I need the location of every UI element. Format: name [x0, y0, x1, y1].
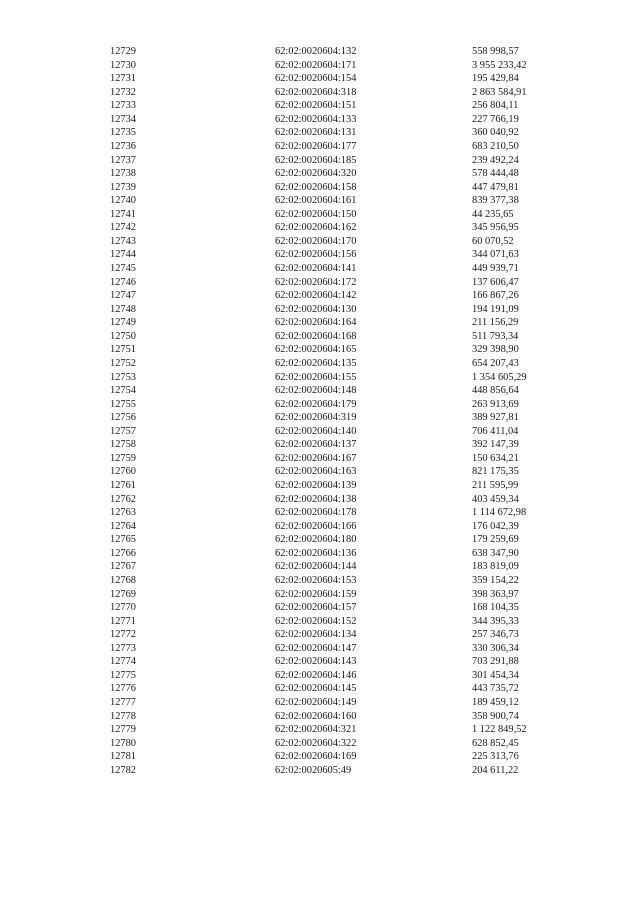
cadastral-value-cell: 359 154,22 — [472, 574, 519, 586]
cadastral-value-cell: 239 492,24 — [472, 154, 519, 166]
table-row — [110, 303, 582, 317]
cadastral-number-cell: 62:02:0020604:149 — [275, 697, 357, 708]
row-number-cell: 12734 — [110, 113, 136, 125]
table-body — [110, 45, 582, 777]
table-row — [110, 357, 582, 371]
table-row — [110, 126, 582, 140]
cadastral-number-cell: 62:02:0020604:140 — [275, 425, 357, 437]
cadastral-number-cell: 62:02:0020604:169 — [275, 751, 357, 763]
table-row — [110, 248, 582, 262]
cadastral-number-cell: 62:02:0020604:165 — [275, 344, 357, 356]
row-number-cell: 12756 — [110, 412, 136, 424]
row-number-cell: 12755 — [110, 398, 136, 410]
table-row — [110, 167, 582, 181]
row-number-cell: 12773 — [110, 642, 136, 654]
table-row — [110, 330, 582, 344]
row-number-cell: 12738 — [110, 168, 136, 180]
cadastral-value-cell: 263 913,69 — [472, 398, 519, 410]
cadastral-number-cell: 62:02:0020604:164 — [275, 317, 357, 329]
table-row — [110, 723, 582, 737]
cadastral-number-cell: 62:02:0020604:322 — [275, 737, 357, 749]
cadastral-value-cell: 3 955 233,42 — [472, 59, 527, 71]
table-row — [110, 86, 582, 100]
cadastral-value-cell: 447 479,81 — [472, 181, 519, 193]
row-number-cell: 12758 — [110, 439, 136, 451]
row-number-cell: 12740 — [110, 195, 136, 207]
table-row — [110, 764, 582, 778]
cadastral-value-table — [110, 45, 582, 777]
table-row — [110, 520, 582, 534]
cadastral-number-cell: 62:02:0020604:161 — [275, 195, 357, 207]
row-number-cell: 12779 — [110, 724, 136, 736]
row-number-cell: 12749 — [110, 317, 136, 329]
cadastral-number-cell: 62:02:0020604:137 — [275, 439, 357, 451]
cadastral-number-cell: 62:02:0020604:185 — [275, 154, 357, 166]
table-row — [110, 479, 582, 493]
table-row — [110, 425, 582, 439]
cadastral-value-cell: 578 444,48 — [472, 168, 519, 180]
cadastral-number-cell: 62:02:0020604:132 — [275, 46, 357, 57]
row-number-cell: 12762 — [110, 493, 136, 505]
row-number-cell: 12766 — [110, 547, 136, 559]
cadastral-number-cell: 62:02:0020604:178 — [275, 507, 357, 519]
row-number-cell: 12743 — [110, 235, 136, 247]
table-row — [110, 411, 582, 425]
row-number-cell: 12739 — [110, 181, 136, 193]
row-number-cell: 12750 — [110, 330, 136, 342]
cadastral-number-cell: 62:02:0020604:147 — [275, 642, 357, 654]
row-number-cell: 12747 — [110, 290, 136, 302]
row-number-cell: 12774 — [110, 656, 136, 668]
cadastral-value-cell: 638 347,90 — [472, 547, 519, 559]
cadastral-number-cell: 62:02:0020604:159 — [275, 588, 357, 600]
cadastral-value-cell: 195 429,84 — [472, 73, 519, 85]
table-row — [110, 262, 582, 276]
row-number-cell: 12777 — [110, 697, 136, 708]
cadastral-number-cell: 62:02:0020604:131 — [275, 127, 357, 139]
row-number-cell: 12769 — [110, 588, 136, 600]
cadastral-value-cell: 301 454,34 — [472, 669, 519, 681]
row-number-cell: 12742 — [110, 222, 136, 234]
row-number-cell: 12778 — [110, 710, 136, 722]
cadastral-number-cell: 62:02:0020604:135 — [275, 357, 357, 369]
row-number-cell: 12751 — [110, 344, 136, 356]
cadastral-value-cell: 60 070,52 — [472, 235, 514, 247]
cadastral-value-cell: 389 927,81 — [472, 412, 519, 424]
cadastral-number-cell: 62:02:0020604:144 — [275, 561, 357, 573]
cadastral-number-cell: 62:02:0020604:130 — [275, 303, 357, 315]
row-number-cell: 12776 — [110, 683, 136, 695]
cadastral-value-cell: 628 852,45 — [472, 737, 519, 749]
cadastral-number-cell: 62:02:0020604:148 — [275, 385, 357, 397]
cadastral-number-cell: 62:02:0020604:156 — [275, 249, 357, 261]
row-number-cell: 12763 — [110, 507, 136, 519]
cadastral-value-cell: 360 040,92 — [472, 127, 519, 139]
cadastral-number-cell: 62:02:0020604:158 — [275, 181, 357, 193]
cadastral-value-cell: 392 147,39 — [472, 439, 519, 451]
cadastral-value-cell: 204 611,22 — [472, 764, 519, 776]
table-row — [110, 438, 582, 452]
row-number-cell: 12765 — [110, 534, 136, 546]
table-row — [110, 181, 582, 195]
cadastral-value-cell: 189 459,12 — [472, 697, 519, 708]
row-number-cell: 12737 — [110, 154, 136, 166]
cadastral-value-cell: 211 156,29 — [472, 317, 519, 329]
cadastral-value-cell: 1 114 672,98 — [472, 507, 527, 519]
cadastral-number-cell: 62:02:0020604:145 — [275, 683, 357, 695]
table-row — [110, 72, 582, 86]
table-row — [110, 316, 582, 330]
row-number-cell: 12770 — [110, 602, 136, 614]
cadastral-number-cell: 62:02:0020604:143 — [275, 656, 357, 668]
cadastral-number-cell: 62:02:0020604:177 — [275, 140, 357, 152]
table-row — [110, 533, 582, 547]
table-row — [110, 750, 582, 764]
cadastral-number-cell: 62:02:0020604:151 — [275, 100, 357, 112]
row-number-cell: 12767 — [110, 561, 136, 573]
row-number-cell: 12748 — [110, 303, 136, 315]
table-row — [110, 452, 582, 466]
row-number-cell: 12759 — [110, 452, 136, 464]
cadastral-value-cell: 256 804,11 — [472, 100, 519, 112]
table-row — [110, 560, 582, 574]
cadastral-value-cell: 558 998,57 — [472, 46, 519, 57]
table-row — [110, 737, 582, 751]
cadastral-value-cell: 345 956,95 — [472, 222, 519, 234]
row-number-cell: 12744 — [110, 249, 136, 261]
cadastral-value-cell: 344 071,63 — [472, 249, 519, 261]
cadastral-value-cell: 344 395,33 — [472, 615, 519, 627]
table-row — [110, 710, 582, 724]
row-number-cell: 12731 — [110, 73, 136, 85]
table-row — [110, 154, 582, 168]
cadastral-number-cell: 62:02:0020604:180 — [275, 534, 357, 546]
cadastral-value-cell: 1 354 605,29 — [472, 371, 527, 383]
row-number-cell: 12781 — [110, 751, 136, 763]
cadastral-number-cell: 62:02:0020604:152 — [275, 615, 357, 627]
cadastral-value-cell: 703 291,88 — [472, 656, 519, 668]
cadastral-number-cell: 62:02:0020604:138 — [275, 493, 357, 505]
row-number-cell: 12760 — [110, 466, 136, 478]
row-number-cell: 12782 — [110, 764, 136, 776]
cadastral-value-cell: 706 411,04 — [472, 425, 519, 437]
table-row — [110, 628, 582, 642]
cadastral-value-cell: 176 042,39 — [472, 520, 519, 532]
cadastral-value-cell: 211 595,99 — [472, 480, 519, 491]
row-number-cell: 12757 — [110, 425, 136, 437]
row-number-cell: 12736 — [110, 140, 136, 152]
table-row — [110, 615, 582, 629]
cadastral-value-cell: 654 207,43 — [472, 357, 519, 369]
cadastral-value-cell: 330 306,34 — [472, 642, 519, 654]
cadastral-number-cell: 62:02:0020604:146 — [275, 669, 357, 681]
table-row — [110, 194, 582, 208]
cadastral-value-cell: 511 793,34 — [472, 330, 519, 342]
cadastral-value-cell: 257 346,73 — [472, 629, 519, 641]
row-number-cell: 12732 — [110, 86, 136, 98]
cadastral-value-cell: 194 191,09 — [472, 303, 519, 315]
table-row — [110, 574, 582, 588]
table-row — [110, 682, 582, 696]
cadastral-value-cell: 821 175,35 — [472, 466, 519, 478]
table-row — [110, 398, 582, 412]
cadastral-value-cell: 448 856,64 — [472, 385, 519, 397]
table-row — [110, 343, 582, 357]
row-number-cell: 12761 — [110, 480, 136, 491]
table-row — [110, 113, 582, 127]
cadastral-number-cell: 62:02:0020604:155 — [275, 371, 357, 383]
table-row — [110, 371, 582, 385]
table-row — [110, 642, 582, 656]
cadastral-number-cell: 62:02:0020604:141 — [275, 263, 357, 274]
cadastral-number-cell: 62:02:0020604:320 — [275, 168, 357, 180]
row-number-cell: 12764 — [110, 520, 136, 532]
cadastral-number-cell: 62:02:0020604:163 — [275, 466, 357, 478]
table-row — [110, 384, 582, 398]
row-number-cell: 12768 — [110, 574, 136, 586]
cadastral-number-cell: 62:02:0020605:49 — [275, 764, 352, 776]
table-row — [110, 465, 582, 479]
row-number-cell: 12772 — [110, 629, 136, 641]
cadastral-number-cell: 62:02:0020604:319 — [275, 412, 357, 424]
row-number-cell: 12735 — [110, 127, 136, 139]
row-number-cell: 12775 — [110, 669, 136, 681]
table-row — [110, 45, 582, 59]
table-row — [110, 588, 582, 602]
cadastral-number-cell: 62:02:0020604:179 — [275, 398, 357, 410]
cadastral-number-cell: 62:02:0020604:171 — [275, 59, 357, 71]
cadastral-number-cell: 62:02:0020604:153 — [275, 574, 357, 586]
row-number-cell: 12746 — [110, 276, 136, 288]
row-number-cell: 12771 — [110, 615, 136, 627]
cadastral-value-cell: 839 377,38 — [472, 195, 519, 207]
cadastral-number-cell: 62:02:0020604:321 — [275, 724, 357, 736]
row-number-cell: 12733 — [110, 100, 136, 112]
table-row — [110, 493, 582, 507]
cadastral-value-cell: 2 863 584,91 — [472, 86, 527, 98]
cadastral-value-cell: 150 634,21 — [472, 452, 519, 464]
cadastral-value-cell: 683 210,50 — [472, 140, 519, 152]
table-row — [110, 655, 582, 669]
cadastral-number-cell: 62:02:0020604:157 — [275, 602, 357, 614]
table-row — [110, 99, 582, 113]
cadastral-value-cell: 166 867,26 — [472, 290, 519, 302]
cadastral-number-cell: 62:02:0020604:170 — [275, 235, 357, 247]
table-row — [110, 506, 582, 520]
cadastral-value-cell: 449 939,71 — [472, 263, 519, 274]
table-row — [110, 289, 582, 303]
row-number-cell: 12780 — [110, 737, 136, 749]
table-row — [110, 276, 582, 290]
table-row — [110, 59, 582, 73]
cadastral-value-cell: 1 122 849,52 — [472, 724, 527, 736]
cadastral-number-cell: 62:02:0020604:162 — [275, 222, 357, 234]
row-number-cell: 12754 — [110, 385, 136, 397]
cadastral-number-cell: 62:02:0020604:139 — [275, 480, 357, 491]
cadastral-value-cell: 398 363,97 — [472, 588, 519, 600]
cadastral-number-cell: 62:02:0020604:172 — [275, 276, 357, 288]
cadastral-value-cell: 137 606,47 — [472, 276, 519, 288]
table-row — [110, 140, 582, 154]
table-row — [110, 235, 582, 249]
cadastral-number-cell: 62:02:0020604:150 — [275, 208, 357, 220]
row-number-cell: 12741 — [110, 208, 136, 220]
cadastral-number-cell: 62:02:0020604:133 — [275, 113, 357, 125]
cadastral-number-cell: 62:02:0020604:167 — [275, 452, 357, 464]
cadastral-value-cell: 225 313,76 — [472, 751, 519, 763]
cadastral-number-cell: 62:02:0020604:136 — [275, 547, 357, 559]
cadastral-value-cell: 329 398,90 — [472, 344, 519, 356]
cadastral-number-cell: 62:02:0020604:318 — [275, 86, 357, 98]
table-row — [110, 221, 582, 235]
cadastral-value-cell: 44 235,65 — [472, 208, 514, 220]
cadastral-value-cell: 168 104,35 — [472, 602, 519, 614]
row-number-cell: 12745 — [110, 263, 136, 274]
cadastral-number-cell: 62:02:0020604:166 — [275, 520, 357, 532]
cadastral-value-cell: 443 735,72 — [472, 683, 519, 695]
cadastral-value-cell: 358 900,74 — [472, 710, 519, 722]
row-number-cell: 12752 — [110, 357, 136, 369]
table-row — [110, 208, 582, 222]
cadastral-value-cell: 227 766,19 — [472, 113, 519, 125]
cadastral-number-cell: 62:02:0020604:160 — [275, 710, 357, 722]
table-row — [110, 696, 582, 710]
cadastral-number-cell: 62:02:0020604:168 — [275, 330, 357, 342]
table-row — [110, 601, 582, 615]
cadastral-value-cell: 179 259,69 — [472, 534, 519, 546]
cadastral-value-cell: 183 819,09 — [472, 561, 519, 573]
table-row — [110, 669, 582, 683]
cadastral-value-cell: 403 459,34 — [472, 493, 519, 505]
row-number-cell: 12753 — [110, 371, 136, 383]
table-row — [110, 547, 582, 561]
cadastral-number-cell: 62:02:0020604:134 — [275, 629, 357, 641]
cadastral-number-cell: 62:02:0020604:154 — [275, 73, 357, 85]
row-number-cell: 12729 — [110, 46, 136, 57]
cadastral-number-cell: 62:02:0020604:142 — [275, 290, 357, 302]
row-number-cell: 12730 — [110, 59, 136, 71]
